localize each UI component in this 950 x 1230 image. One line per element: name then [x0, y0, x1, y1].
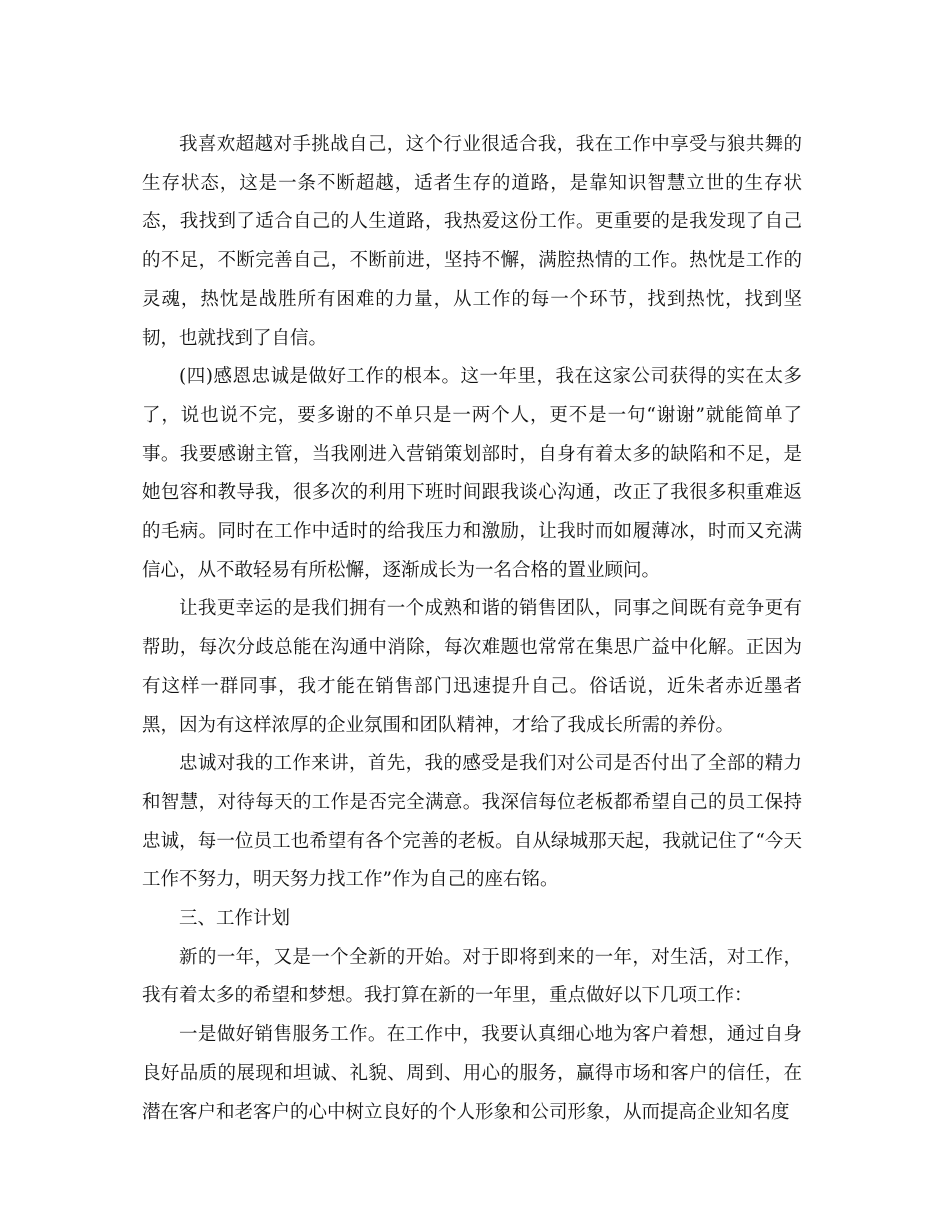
paragraph-sales-team: 让我更幸运的是我们拥有一个成熟和谐的销售团队，同事之间既有竞争更有帮助，每次分歧总能在沟通中消除，每次难题也常常在集思广益中化解。正因为有这样一群同事，我才能在销售部门迅速提升自己。俗话说，近朱者赤近墨者黑，因为有这样浓厚的企业氛围和团队精神，才给了我成长所需的养份。 — [142, 598, 802, 736]
paragraph-sales-service: 一是做好销售服务工作。在工作中，我要认真细心地为客户着想，通过自身良好品质的展现和坦诚、礼貌、周到、用心的服务，赢得市场和客户的信任，在潜在客户和老客户的心中树立良好的个人形象和公司形象，从而提高企业知名度 — [142, 1024, 802, 1123]
paragraph-new-year: 新的一年，又是一个全新的开始。对于即将到来的一年，对生活，对工作，我有着太多的希望和梦想。我打算在新的一年里，重点做好以下几项工作： — [142, 946, 802, 1007]
paragraph-gratitude-loyalty: (四)感恩忠诚是做好工作的根本。这一年里，我在这家公司获得的实在太多了，说也说不完，要多谢的不单只是一两个人，更不是一句“谢谢”就能简单了事。我要感谢主管，当我刚进入营销策划部时，自身有着太多的缺陷和不足，是她包容和教导我，很多次的利用下班时间跟我谈心沟通，改正了我很多积重难返的毛病。同时在工作中适时的给我压力和激励，让我时而如履薄冰，时而又充满信心，从不敢轻易有所松懈，逐渐成长为一名合格的置业顾问。 — [142, 366, 802, 581]
paragraph-passion: 我喜欢超越对手挑战自己，这个行业很适合我，我在工作中享受与狼共舞的生存状态，这是一条不断超越，适者生存的道路，是靠知识智慧立世的生存状态，我找到了适合自己的人生道路，我热爱这份工作。更重要的是我发现了自己的不足，不断完善自己，不断前进，坚持不懈，满腔热情的工作。热忱是工作的灵魂，热忱是战胜所有困难的力量，从工作的每一个环节，找到热忱，找到坚韧，也就找到了自信。 — [142, 134, 802, 349]
paragraph-loyalty-motto: 忠诚对我的工作来讲，首先，我的感受是我们对公司是否付出了全部的精力和智慧，对待每天的工作是否完全满意。我深信每位老板都希望自己的员工保持忠诚，每一位员工也希望有各个完善的老板。自从绿城那天起，我就记住了“今天工作不努力，明天努力找工作”作为自己的座右铭。 — [142, 753, 802, 891]
section-heading-work-plan: 三、工作计划 — [179, 908, 291, 930]
document-body — [142, 126, 802, 1132]
